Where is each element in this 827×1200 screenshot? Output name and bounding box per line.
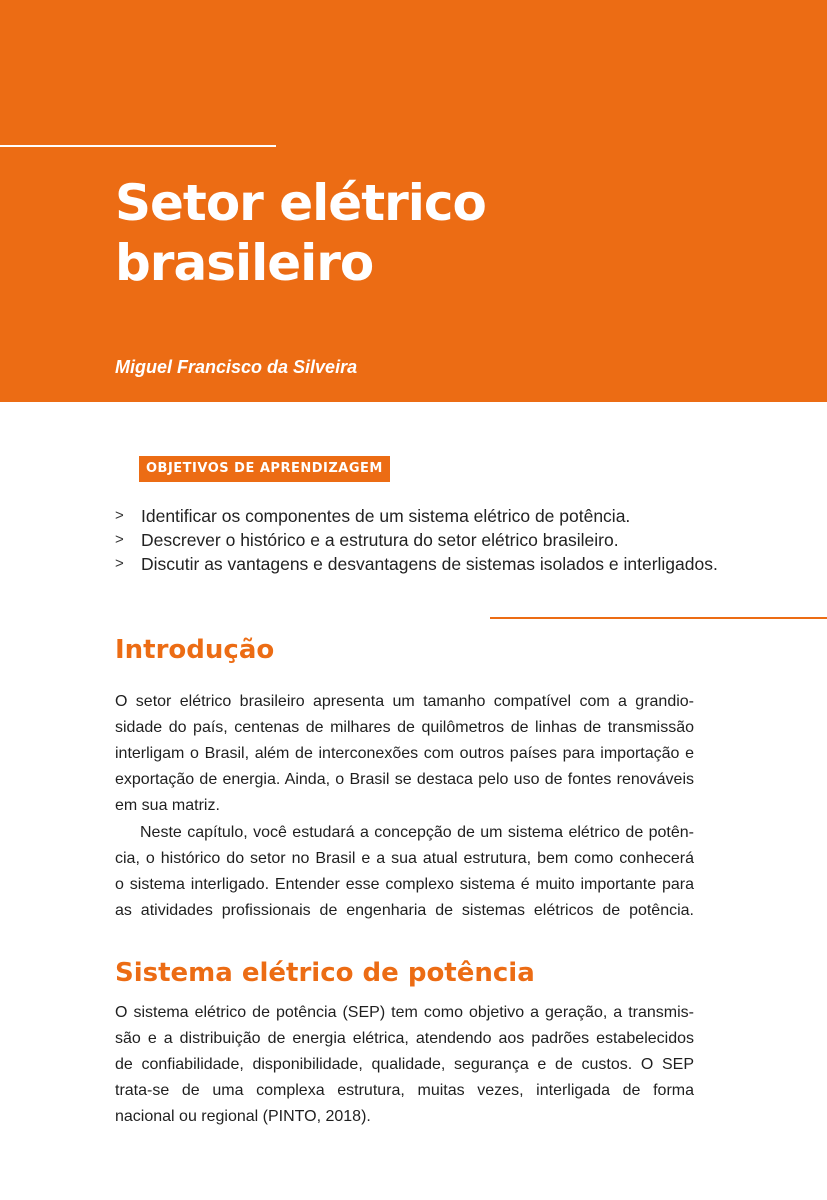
chapter-title-line-2: brasileiro: [115, 234, 374, 292]
text-line: Neste capítulo, você estudará a concepção de um sistema elétrico de potên-: [140, 824, 694, 841]
text-line: as atividades profissionais de engenharia de sistemas elétricos de potência.: [115, 902, 694, 919]
chapter-title-line-1: Setor elétrico: [115, 174, 486, 232]
text-line: O setor elétrico brasileiro apresenta um tamanho compatível com a grandio-: [115, 693, 694, 710]
objectives-list: [115, 504, 735, 576]
objective-text: Identificar os componentes de um sistema elétrico de potência.: [141, 506, 631, 526]
text-line: exportação de energia. Ainda, o Brasil se destaca pelo uso de fontes renováveis: [115, 771, 694, 788]
text-line: trata-se de uma complexa estrutura, muitas vezes, interligada de forma: [115, 1082, 694, 1099]
chevron-right-icon: >: [115, 555, 124, 572]
objectives-label: OBJETIVOS DE APRENDIZAGEM: [139, 456, 390, 482]
intro-paragraph-1: [115, 689, 694, 819]
objective-text: Descrever o histórico e a estrutura do setor elétrico brasileiro.: [141, 530, 619, 550]
objective-item: [115, 528, 735, 552]
sistema-paragraph: [115, 1000, 694, 1130]
section-heading-sistema: Sistema elétrico de potência: [115, 958, 535, 988]
header-divider: [0, 145, 276, 147]
text-line: O sistema elétrico de potência (SEP) tem como objetivo a geração, a transmis-: [115, 1004, 694, 1021]
text-line: em sua matriz.: [115, 797, 220, 814]
intro-paragraph-2: [115, 820, 694, 924]
text-line: cia, o histórico do setor no Brasil e a sua atual estrutura, bem como conhecerá: [115, 850, 694, 867]
section-heading-introducao: Introdução: [115, 635, 275, 665]
text-line: de confiabilidade, disponibilidade, qualidade, segurança e de custos. O SEP: [115, 1056, 694, 1073]
chapter-title: [115, 173, 755, 293]
objective-item: [115, 504, 735, 528]
text-line: sidade do país, centenas de milhares de quilômetros de linhas de transmissão: [115, 719, 694, 736]
objective-item: [115, 552, 735, 576]
text-line: o sistema interligado. Entender esse complexo sistema é muito importante para: [115, 876, 694, 893]
text-line: interligam o Brasil, além de interconexões com outros países para importação e: [115, 745, 694, 762]
chevron-right-icon: >: [115, 531, 124, 548]
chapter-author: Miguel Francisco da Silveira: [115, 357, 358, 377]
section-divider: [490, 617, 827, 619]
chevron-right-icon: >: [115, 507, 124, 524]
text-line: nacional ou regional (PINTO, 2018).: [115, 1108, 371, 1125]
objective-text: Discutir as vantagens e desvantagens de sistemas isolados e interligados.: [141, 554, 718, 574]
text-line: são e a distribuição de energia elétrica, atendendo aos padrões estabelecidos: [115, 1030, 694, 1047]
